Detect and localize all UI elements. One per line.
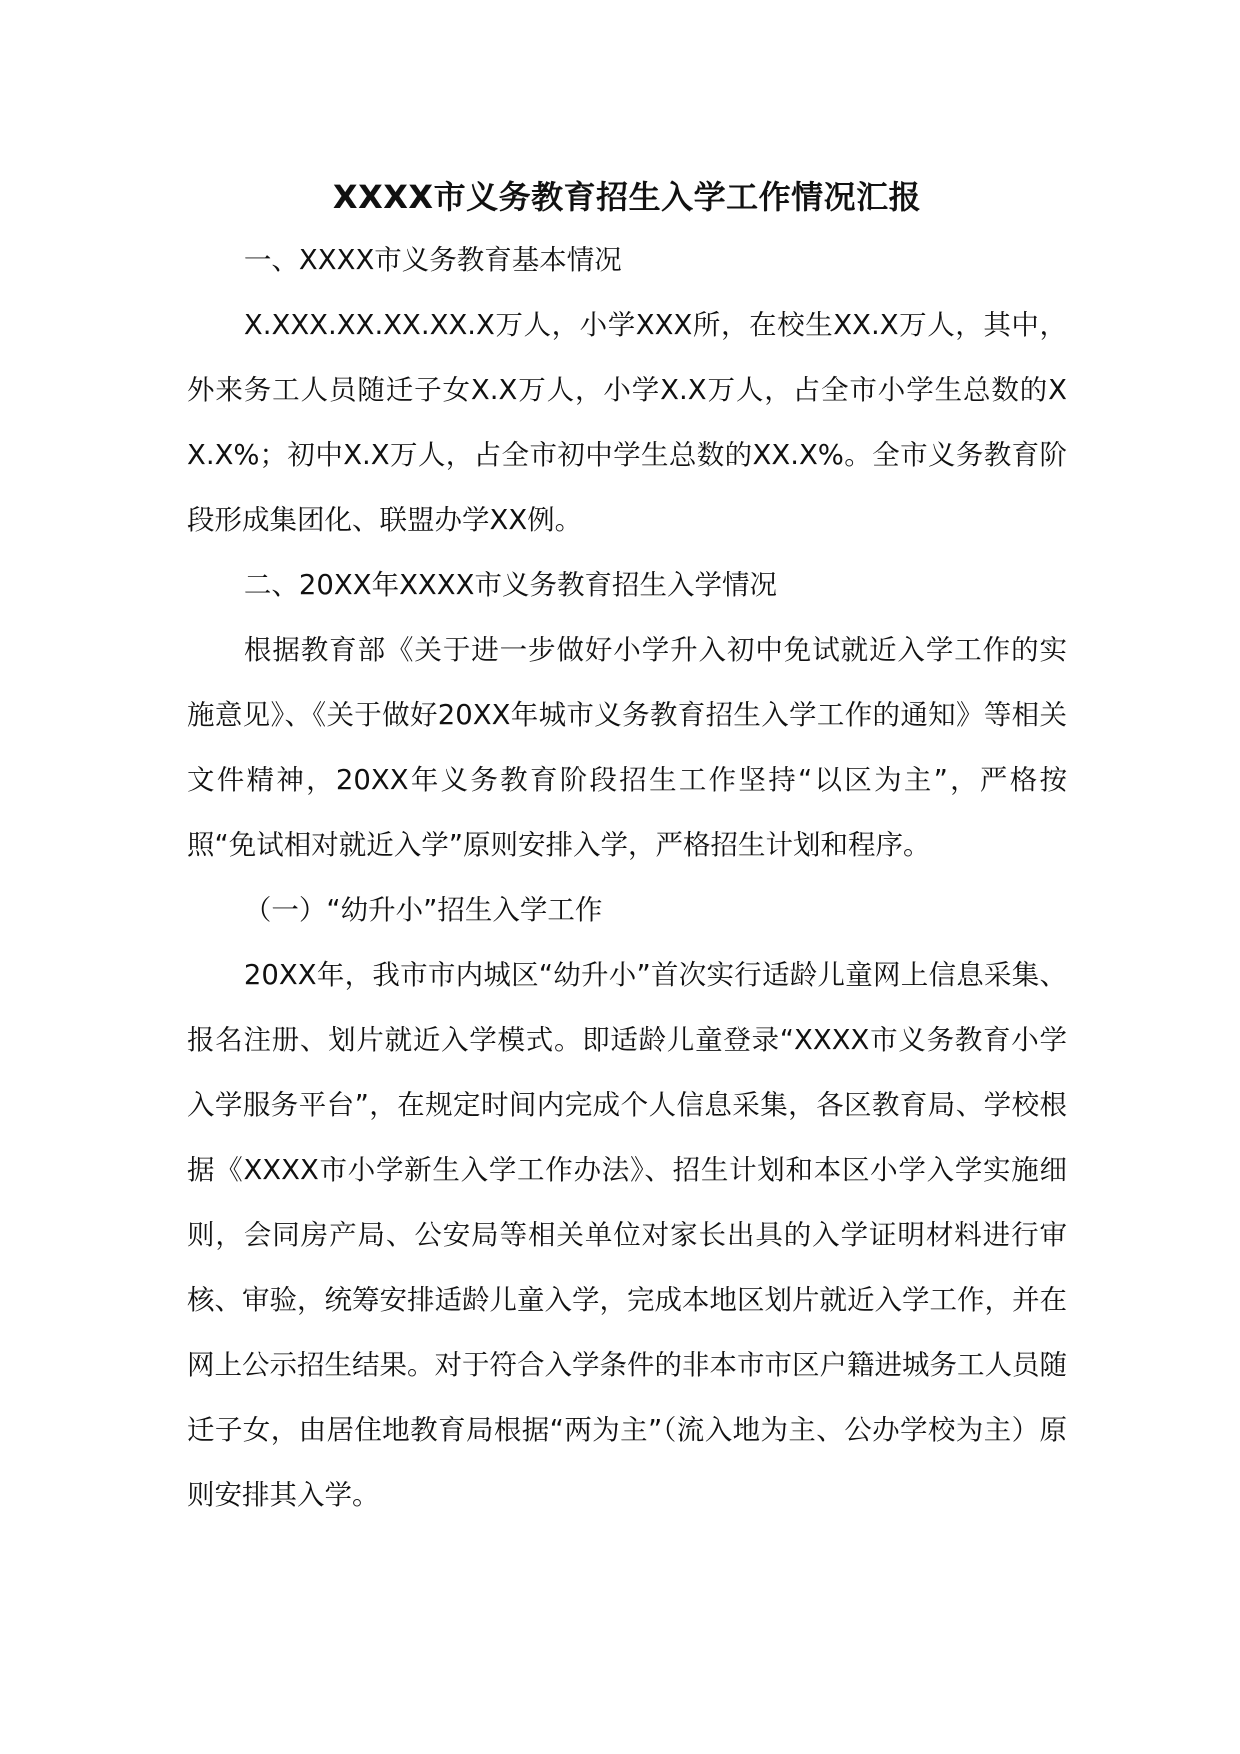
section-2-paragraph: 根据教育部《关于进一步做好小学升入初中免试就近入学工作的实施意见》、《关于做好20XX年城市义务教育招生入学工作的通知》等相关文件精神，20XX年义务教育阶段招生工作坚持“以区为主”，严格按照“免试相对就近入学”原则安排入学，严格招生计划和程序。	[187, 634, 1067, 861]
document-page	[187, 170, 1067, 1528]
section-2-heading: 二、20XX年XXXX市义务教育招生入学情况	[243, 569, 777, 601]
subsection-1-paragraph: 20XX年，我市市内城区“幼升小”首次实行适龄儿童网上信息采集、报名注册、划片就近入学模式。即适龄儿童登录“XXXX市义务教育小学入学服务平台”，在规定时间内完成个人信息采集，各区教育局、学校根据《XXXX市小学新生入学工作办法》、招生计划和本区小学入学实施细则，会同房产局、公安局等相关单位对家长出具的入学证明材料进行审核、审验，统筹安排适龄儿童入学，完成本地区划片就近入学工作，并在网上公示招生结果。对于符合入学条件的非本市市区户籍进城务工人员随迁子女，由居住地教育局根据“两为主”（流入地为主、公办学校为主）原则安排其入学。	[187, 959, 1067, 1511]
section-1-paragraph: X.XXX.XX.XX.XX.X万人，小学XXX所，在校生XX.X万人，其中，外来务工人员随迁子女X.X万人，小学X.X万人，占全市小学生总数的XX.X%；初中X.X万人，占全市初中学生总数的XX.X%。全市义务教育阶段形成集团化、联盟办学XX例。	[187, 309, 1067, 536]
document-title: XXXX市义务教育招生入学工作情况汇报	[332, 178, 922, 216]
section-1-heading: 一、XXXX市义务教育基本情况	[243, 244, 622, 276]
subsection-1-heading: （一）“幼升小”招生入学工作	[243, 894, 603, 926]
